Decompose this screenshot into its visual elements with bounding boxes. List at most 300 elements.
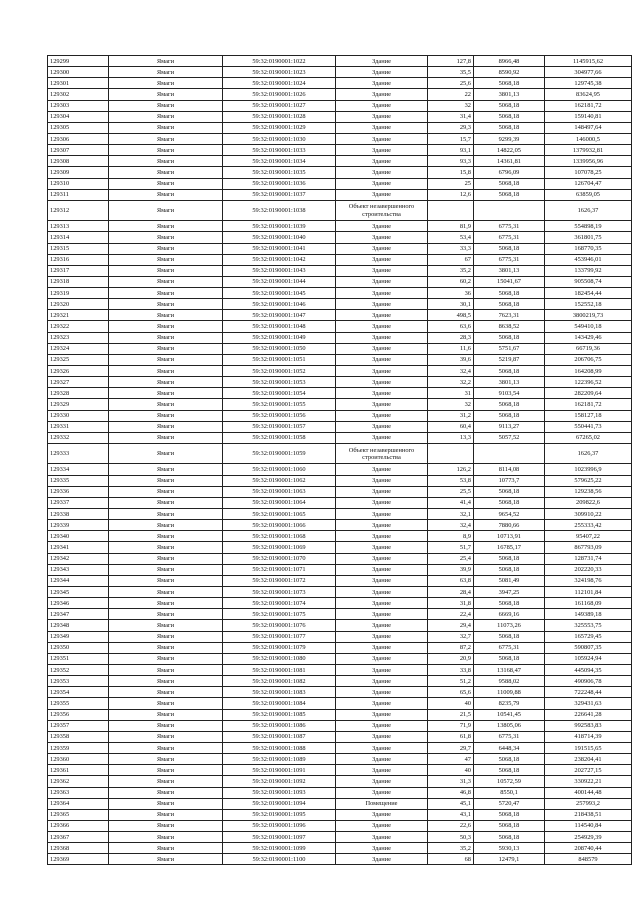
area-cell: 87,2 <box>428 642 474 653</box>
table-row <box>48 299 632 310</box>
specific-value-cell: 6796,09 <box>474 167 545 178</box>
cadastral-value-cell: 152552,18 <box>545 299 632 310</box>
specific-value-cell: 5068,18 <box>474 100 545 111</box>
locality-cell: Ямаги <box>109 653 223 664</box>
locality-cell: Ямаги <box>109 475 223 486</box>
area-cell: 35,2 <box>428 265 474 276</box>
cadastral-number-cell: 59:32:0190001:1070 <box>223 553 336 564</box>
locality-cell: Ямаги <box>109 486 223 497</box>
object-type-cell: Здание <box>336 809 428 820</box>
area-cell: 29,7 <box>428 742 474 753</box>
object-type-cell: Здание <box>336 843 428 854</box>
row-number-cell: 129317 <box>48 265 109 276</box>
table-row <box>48 720 632 731</box>
locality-cell: Ямаги <box>109 464 223 475</box>
object-type-cell: Здание <box>336 832 428 843</box>
cadastral-value-cell: 453946,01 <box>545 254 632 265</box>
row-number-cell: 129344 <box>48 575 109 586</box>
specific-value-cell: 9113,27 <box>474 421 545 432</box>
area-cell: 8,9 <box>428 531 474 542</box>
specific-value-cell: 11009,88 <box>474 687 545 698</box>
cadastral-number-cell: 59:32:0190001:1039 <box>223 221 336 232</box>
table-row <box>48 520 632 531</box>
row-number-cell: 129353 <box>48 676 109 687</box>
area-cell: 30,1 <box>428 299 474 310</box>
cadastral-number-cell: 59:32:0190001:1092 <box>223 776 336 787</box>
area-cell: 31,4 <box>428 111 474 122</box>
cadastral-value-cell: 112101,84 <box>545 586 632 597</box>
object-type-cell: Здание <box>336 78 428 89</box>
area-cell: 53,4 <box>428 232 474 243</box>
locality-cell: Ямаги <box>109 520 223 531</box>
cadastral-value-cell: 164208,99 <box>545 366 632 377</box>
table-row <box>48 731 632 742</box>
row-number-cell: 129359 <box>48 742 109 753</box>
cadastral-number-cell: 59:32:0190001:1088 <box>223 742 336 753</box>
table-row <box>48 432 632 443</box>
specific-value-cell: 3947,25 <box>474 586 545 597</box>
table-row <box>48 89 632 100</box>
table-row <box>48 809 632 820</box>
specific-value-cell: 5068,18 <box>474 486 545 497</box>
cadastral-value-cell: 148497,64 <box>545 122 632 133</box>
cadastral-value-cell: 1023996,9 <box>545 464 632 475</box>
area-cell: 71,9 <box>428 720 474 731</box>
table-row <box>48 464 632 475</box>
cadastral-number-cell: 59:32:0190001:1097 <box>223 832 336 843</box>
object-type-cell: Здание <box>336 410 428 421</box>
cadastral-value-cell: 209822,6 <box>545 497 632 508</box>
table-row <box>48 742 632 753</box>
row-number-cell: 129300 <box>48 67 109 78</box>
row-number-cell: 129337 <box>48 497 109 508</box>
cadastral-value-cell: 202727,15 <box>545 765 632 776</box>
cadastral-number-cell: 59:32:0190001:1034 <box>223 156 336 167</box>
specific-value-cell: 5068,18 <box>474 553 545 564</box>
specific-value-cell: 3801,13 <box>474 265 545 276</box>
object-type-cell: Здание <box>336 520 428 531</box>
locality-cell: Ямаги <box>109 399 223 410</box>
row-number-cell: 129309 <box>48 167 109 178</box>
locality-cell: Ямаги <box>109 642 223 653</box>
table-row <box>48 843 632 854</box>
cadastral-value-cell: 309910,22 <box>545 508 632 519</box>
row-number-cell: 129311 <box>48 189 109 200</box>
table-row <box>48 122 632 133</box>
table-row <box>48 553 632 564</box>
area-cell: 67 <box>428 254 474 265</box>
cadastral-value-cell: 202220,33 <box>545 564 632 575</box>
table-row <box>48 111 632 122</box>
object-type-cell: Здание <box>336 243 428 254</box>
object-type-cell: Здание <box>336 321 428 332</box>
locality-cell: Ямаги <box>109 631 223 642</box>
object-type-cell: Здание <box>336 299 428 310</box>
locality-cell: Ямаги <box>109 664 223 675</box>
locality-cell: Ямаги <box>109 432 223 443</box>
specific-value-cell: 5068,18 <box>474 78 545 89</box>
cadastral-value-cell: 254929,39 <box>545 832 632 843</box>
row-number-cell: 129329 <box>48 399 109 410</box>
specific-value-cell: 5068,18 <box>474 754 545 765</box>
area-cell: 25,6 <box>428 78 474 89</box>
specific-value-cell: 5068,18 <box>474 332 545 343</box>
row-number-cell: 129369 <box>48 854 109 865</box>
cadastral-number-cell: 59:32:0190001:1059 <box>223 444 336 464</box>
locality-cell: Ямаги <box>109 754 223 765</box>
locality-cell: Ямаги <box>109 620 223 631</box>
row-number-cell: 129308 <box>48 156 109 167</box>
specific-value-cell: 5219,87 <box>474 354 545 365</box>
object-type-cell: Объект незавершенного строительства <box>336 444 428 464</box>
object-type-cell: Здание <box>336 432 428 443</box>
area-cell: 33,3 <box>428 243 474 254</box>
row-number-cell: 129302 <box>48 89 109 100</box>
specific-value-cell: 5068,18 <box>474 598 545 609</box>
locality-cell: Ямаги <box>109 720 223 731</box>
locality-cell: Ямаги <box>109 609 223 620</box>
row-number-cell: 129307 <box>48 145 109 156</box>
table-row <box>48 399 632 410</box>
area-cell: 28,4 <box>428 586 474 597</box>
cadastral-number-cell: 59:32:0190001:1051 <box>223 354 336 365</box>
cadastral-number-cell: 59:32:0190001:1087 <box>223 731 336 742</box>
area-cell: 39,9 <box>428 564 474 575</box>
cadastral-number-cell: 59:32:0190001:1085 <box>223 709 336 720</box>
table-row <box>48 475 632 486</box>
cadastral-number-cell: 59:32:0190001:1089 <box>223 754 336 765</box>
object-type-cell: Здание <box>336 421 428 432</box>
table-row <box>48 698 632 709</box>
table-row <box>48 243 632 254</box>
specific-value-cell: 5068,18 <box>474 189 545 200</box>
specific-value-cell: 5068,18 <box>474 497 545 508</box>
cadastral-value-cell: 579625,22 <box>545 475 632 486</box>
table-row <box>48 276 632 287</box>
specific-value-cell: 12479,1 <box>474 854 545 865</box>
specific-value-cell: 8114,08 <box>474 464 545 475</box>
locality-cell: Ямаги <box>109 299 223 310</box>
locality-cell: Ямаги <box>109 444 223 464</box>
area-cell: 32,4 <box>428 520 474 531</box>
table-row <box>48 78 632 89</box>
table-row <box>48 56 632 67</box>
specific-value-cell: 5068,18 <box>474 288 545 299</box>
locality-cell: Ямаги <box>109 178 223 189</box>
object-type-cell: Здание <box>336 254 428 265</box>
cadastral-value-cell: 550441,73 <box>545 421 632 432</box>
area-cell: 25 <box>428 178 474 189</box>
locality-cell: Ямаги <box>109 586 223 597</box>
row-number-cell: 129331 <box>48 421 109 432</box>
object-type-cell: Здание <box>336 122 428 133</box>
area-cell: 29,4 <box>428 620 474 631</box>
object-type-cell: Здание <box>336 167 428 178</box>
area-cell: 61,8 <box>428 731 474 742</box>
object-type-cell: Здание <box>336 366 428 377</box>
area-cell: 31 <box>428 388 474 399</box>
object-type-cell: Здание <box>336 288 428 299</box>
table-row <box>48 189 632 200</box>
cadastral-value-cell: 304977,66 <box>545 67 632 78</box>
row-number-cell: 129338 <box>48 508 109 519</box>
specific-value-cell: 5068,18 <box>474 765 545 776</box>
object-type-cell: Здание <box>336 178 428 189</box>
object-type-cell: Здание <box>336 464 428 475</box>
specific-value-cell: 14822,05 <box>474 145 545 156</box>
row-number-cell: 129347 <box>48 609 109 620</box>
cadastral-value-cell: 554898,19 <box>545 221 632 232</box>
specific-value-cell: 5068,18 <box>474 809 545 820</box>
area-cell <box>428 200 474 220</box>
object-type-cell: Здание <box>336 343 428 354</box>
locality-cell: Ямаги <box>109 709 223 720</box>
cadastral-number-cell: 59:32:0190001:1060 <box>223 464 336 475</box>
specific-value-cell: 3801,13 <box>474 377 545 388</box>
specific-value-cell: 9103,54 <box>474 388 545 399</box>
area-cell: 22 <box>428 89 474 100</box>
table-body <box>48 56 632 865</box>
cadastral-number-cell: 59:32:0190001:1071 <box>223 564 336 575</box>
locality-cell: Ямаги <box>109 843 223 854</box>
cadastral-number-cell: 59:32:0190001:1086 <box>223 720 336 731</box>
locality-cell: Ямаги <box>109 820 223 831</box>
cadastral-number-cell: 59:32:0190001:1028 <box>223 111 336 122</box>
locality-cell: Ямаги <box>109 564 223 575</box>
cadastral-value-cell: 159140,81 <box>545 111 632 122</box>
cadastral-number-cell: 59:32:0190001:1027 <box>223 100 336 111</box>
cadastral-number-cell: 59:32:0190001:1068 <box>223 531 336 542</box>
table-row <box>48 421 632 432</box>
cadastral-number-cell: 59:32:0190001:1094 <box>223 798 336 809</box>
row-number-cell: 129335 <box>48 475 109 486</box>
area-cell: 60,4 <box>428 421 474 432</box>
specific-value-cell: 5720,47 <box>474 798 545 809</box>
cadastral-number-cell: 59:32:0190001:1047 <box>223 310 336 321</box>
cadastral-number-cell: 59:32:0190001:1056 <box>223 410 336 421</box>
cadastral-value-cell: 146000,5 <box>545 133 632 144</box>
cadastral-number-cell: 59:32:0190001:1022 <box>223 56 336 67</box>
object-type-cell: Здание <box>336 89 428 100</box>
locality-cell: Ямаги <box>109 798 223 809</box>
specific-value-cell: 3801,13 <box>474 89 545 100</box>
cadastral-number-cell: 59:32:0190001:1080 <box>223 653 336 664</box>
row-number-cell: 129314 <box>48 232 109 243</box>
table-row <box>48 508 632 519</box>
specific-value-cell: 10773,7 <box>474 475 545 486</box>
table-row <box>48 200 632 220</box>
specific-value-cell: 5081,49 <box>474 575 545 586</box>
specific-value-cell: 14361,81 <box>474 156 545 167</box>
locality-cell: Ямаги <box>109 598 223 609</box>
row-number-cell: 129334 <box>48 464 109 475</box>
area-cell: 40 <box>428 698 474 709</box>
specific-value-cell: 5751,67 <box>474 343 545 354</box>
area-cell <box>428 444 474 464</box>
table-row <box>48 310 632 321</box>
area-cell: 21,5 <box>428 709 474 720</box>
object-type-cell: Здание <box>336 820 428 831</box>
cadastral-number-cell: 59:32:0190001:1096 <box>223 820 336 831</box>
object-type-cell: Здание <box>336 221 428 232</box>
row-number-cell: 129303 <box>48 100 109 111</box>
table-row <box>48 221 632 232</box>
locality-cell: Ямаги <box>109 787 223 798</box>
object-type-cell: Здание <box>336 156 428 167</box>
table-row <box>48 765 632 776</box>
cadastral-number-cell: 59:32:0190001:1081 <box>223 664 336 675</box>
cadastral-value-cell: 400144,48 <box>545 787 632 798</box>
object-type-cell: Здание <box>336 475 428 486</box>
row-number-cell: 129339 <box>48 520 109 531</box>
cadastral-value-cell: 3800219,73 <box>545 310 632 321</box>
locality-cell: Ямаги <box>109 687 223 698</box>
row-number-cell: 129340 <box>48 531 109 542</box>
specific-value-cell: 5068,18 <box>474 410 545 421</box>
cadastral-value-cell: 324198,76 <box>545 575 632 586</box>
cadastral-value-cell: 122396,52 <box>545 377 632 388</box>
specific-value-cell: 9588,02 <box>474 676 545 687</box>
cadastral-number-cell: 59:32:0190001:1041 <box>223 243 336 254</box>
cadastral-value-cell: 67265,02 <box>545 432 632 443</box>
cadastral-value-cell: 282209,64 <box>545 388 632 399</box>
cadastral-value-cell: 162181,72 <box>545 100 632 111</box>
table-row <box>48 100 632 111</box>
row-number-cell: 129366 <box>48 820 109 831</box>
locality-cell: Ямаги <box>109 742 223 753</box>
area-cell: 51,2 <box>428 676 474 687</box>
row-number-cell: 129324 <box>48 343 109 354</box>
cadastral-value-cell: 361801,75 <box>545 232 632 243</box>
object-type-cell: Здание <box>336 609 428 620</box>
object-type-cell: Здание <box>336 742 428 753</box>
table-row <box>48 321 632 332</box>
locality-cell: Ямаги <box>109 542 223 553</box>
locality-cell: Ямаги <box>109 531 223 542</box>
locality-cell: Ямаги <box>109 676 223 687</box>
locality-cell: Ямаги <box>109 366 223 377</box>
cadastral-value-cell: 133799,92 <box>545 265 632 276</box>
cadastral-number-cell: 59:32:0190001:1065 <box>223 508 336 519</box>
locality-cell: Ямаги <box>109 78 223 89</box>
row-number-cell: 129367 <box>48 832 109 843</box>
row-number-cell: 129310 <box>48 178 109 189</box>
specific-value-cell: 5068,18 <box>474 631 545 642</box>
object-type-cell: Здание <box>336 754 428 765</box>
cadastral-number-cell: 59:32:0190001:1035 <box>223 167 336 178</box>
cadastral-number-cell: 59:32:0190001:1095 <box>223 809 336 820</box>
table-row <box>48 754 632 765</box>
table-row <box>48 798 632 809</box>
table-row <box>48 564 632 575</box>
row-number-cell: 129364 <box>48 798 109 809</box>
cadastral-number-cell: 59:32:0190001:1052 <box>223 366 336 377</box>
cadastral-number-cell: 59:32:0190001:1075 <box>223 609 336 620</box>
area-cell: 22,6 <box>428 820 474 831</box>
cadastral-number-cell: 59:32:0190001:1054 <box>223 388 336 399</box>
locality-cell: Ямаги <box>109 200 223 220</box>
object-type-cell: Здание <box>336 776 428 787</box>
object-type-cell: Здание <box>336 620 428 631</box>
cadastral-value-cell: 208740,44 <box>545 843 632 854</box>
locality-cell: Ямаги <box>109 698 223 709</box>
row-number-cell: 129342 <box>48 553 109 564</box>
cadastral-value-cell: 418714,39 <box>545 731 632 742</box>
area-cell: 20,9 <box>428 653 474 664</box>
locality-cell: Ямаги <box>109 111 223 122</box>
object-type-cell: Здание <box>336 765 428 776</box>
object-type-cell: Здание <box>336 631 428 642</box>
cadastral-number-cell: 59:32:0190001:1079 <box>223 642 336 653</box>
object-type-cell: Здание <box>336 553 428 564</box>
specific-value-cell: 7880,66 <box>474 520 545 531</box>
cadastral-number-cell: 59:32:0190001:1030 <box>223 133 336 144</box>
object-type-cell: Здание <box>336 542 428 553</box>
area-cell: 32 <box>428 100 474 111</box>
table-row <box>48 486 632 497</box>
cadastral-number-cell: 59:32:0190001:1083 <box>223 687 336 698</box>
cadastral-value-cell: 129238,56 <box>545 486 632 497</box>
area-cell: 39,6 <box>428 354 474 365</box>
object-type-cell: Здание <box>336 508 428 519</box>
object-type-cell: Здание <box>336 276 428 287</box>
row-number-cell: 129350 <box>48 642 109 653</box>
object-type-cell: Здание <box>336 642 428 653</box>
row-number-cell: 129305 <box>48 122 109 133</box>
row-number-cell: 129346 <box>48 598 109 609</box>
cadastral-value-cell: 126704,47 <box>545 178 632 189</box>
row-number-cell: 129365 <box>48 809 109 820</box>
specific-value-cell: 5068,18 <box>474 399 545 410</box>
row-number-cell: 129323 <box>48 332 109 343</box>
cadastral-number-cell: 59:32:0190001:1091 <box>223 765 336 776</box>
object-type-cell: Здание <box>336 111 428 122</box>
cadastral-value-cell: 149389,18 <box>545 609 632 620</box>
table-row <box>48 145 632 156</box>
cadastral-number-cell: 59:32:0190001:1029 <box>223 122 336 133</box>
locality-cell: Ямаги <box>109 310 223 321</box>
cadastral-value-cell: 905508,74 <box>545 276 632 287</box>
row-number-cell: 129332 <box>48 432 109 443</box>
table-row <box>48 598 632 609</box>
specific-value-cell: 6669,16 <box>474 609 545 620</box>
table-row <box>48 820 632 831</box>
row-number-cell: 129301 <box>48 78 109 89</box>
cadastral-value-cell: 165729,45 <box>545 631 632 642</box>
row-number-cell: 129345 <box>48 586 109 597</box>
cadastral-value-cell: 168770,35 <box>545 243 632 254</box>
object-type-cell: Здание <box>336 586 428 597</box>
row-number-cell: 129325 <box>48 354 109 365</box>
cadastral-number-cell: 59:32:0190001:1100 <box>223 854 336 865</box>
cadastral-number-cell: 59:32:0190001:1055 <box>223 399 336 410</box>
table-row <box>48 410 632 421</box>
area-cell: 93,1 <box>428 145 474 156</box>
cadastral-number-cell: 59:32:0190001:1064 <box>223 497 336 508</box>
cadastral-number-cell: 59:32:0190001:1036 <box>223 178 336 189</box>
specific-value-cell: 8235,79 <box>474 698 545 709</box>
specific-value-cell: 5068,18 <box>474 299 545 310</box>
cadastral-number-cell: 59:32:0190001:1045 <box>223 288 336 299</box>
specific-value-cell: 16785,17 <box>474 542 545 553</box>
row-number-cell: 129354 <box>48 687 109 698</box>
specific-value-cell: 5068,18 <box>474 820 545 831</box>
row-number-cell: 129348 <box>48 620 109 631</box>
locality-cell: Ямаги <box>109 765 223 776</box>
cadastral-value-cell: 63859,05 <box>545 189 632 200</box>
cadastral-value-cell: 445094,35 <box>545 664 632 675</box>
cadastral-number-cell: 59:32:0190001:1073 <box>223 586 336 597</box>
